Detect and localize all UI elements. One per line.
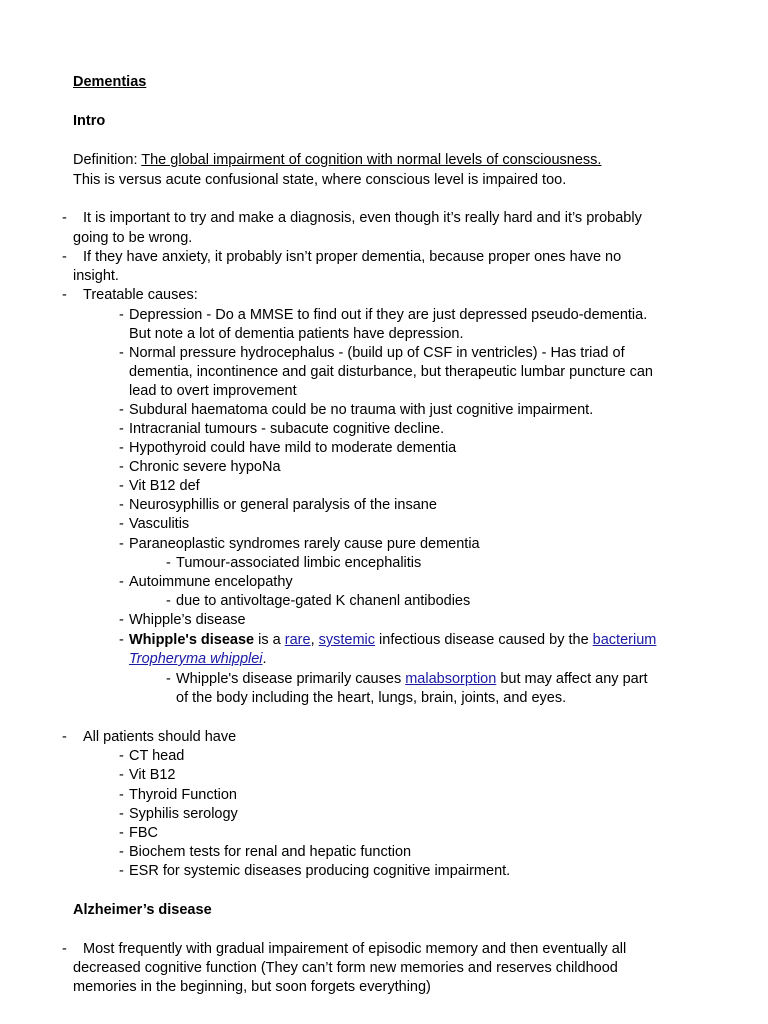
sub-marker: - [119, 345, 124, 361]
test-item: ESR for systemic diseases producing cognitive impairment. [129, 863, 511, 879]
sub-marker: - [119, 574, 124, 590]
cause-b12: Vit B12 def [129, 478, 200, 494]
sub-marker: - [119, 402, 124, 418]
bullet-marker: - [62, 249, 67, 265]
cause-hypothyroid: Hypothyroid could have mild to moderate dementia [129, 440, 457, 456]
cause-tumours: Intracranial tumours - subacute cognitive decline. [129, 421, 445, 437]
intro-heading: Intro [73, 113, 106, 129]
sub-marker: - [166, 671, 171, 687]
link-systemic[interactable]: systemic [318, 632, 376, 648]
bullet-diagnosis-line1: It is important to try and make a diagnosis, even though it’s really hard and it’s probably [83, 210, 642, 226]
alzheimers-line2: decreased cognitive function (They can’t form new memories and reserves childhood [73, 960, 618, 976]
cause-autoimmune: Autoimmune encelopathy [129, 574, 293, 590]
cause-hypona: Chronic severe hypoNa [129, 459, 281, 475]
document-title: Dementias [73, 74, 147, 90]
definition-text: The global impairment of cognition with normal levels of consciousness. [141, 152, 602, 168]
whipple-term: Whipple's disease [129, 632, 255, 648]
test-item: Thyroid Function [129, 787, 237, 803]
cause-neurosyphilis: Neurosyphillis or general paralysis of the insane [129, 497, 437, 513]
sub-marker: - [119, 440, 124, 456]
whipple-definition-line1 [129, 631, 656, 650]
test-item: Syphilis serology [129, 806, 238, 822]
whipple-definition-line2 [129, 650, 267, 669]
cause-subdural: Subdural haematoma could be no trauma with just cognitive impairment. [129, 402, 594, 418]
alzheimers-heading: Alzheimer’s disease [73, 902, 212, 918]
text-fragment: , [310, 632, 319, 648]
whipple-sub-line1 [176, 670, 648, 689]
cause-depression-line2: But note a lot of dementia patients have depression. [129, 326, 464, 342]
sub-marker: - [119, 806, 124, 822]
versus-line: This is versus acute confusional state, where conscious level is impaired too. [73, 172, 567, 188]
text-fragment: . [262, 651, 267, 667]
link-bacterium[interactable]: bacterium [592, 632, 657, 648]
sub-marker: - [119, 767, 124, 783]
sub-marker: - [166, 555, 171, 571]
bullet-marker: - [62, 941, 67, 957]
sub-marker: - [119, 632, 124, 648]
cause-whipple: Whipple’s disease [129, 612, 246, 628]
alzheimers-line3: memories in the beginning, but soon forgets everything) [73, 979, 431, 995]
test-item: CT head [129, 748, 185, 764]
text-fragment: is a [254, 632, 285, 648]
sub-marker: - [119, 863, 124, 879]
sub-marker: - [119, 536, 124, 552]
sub-marker: - [166, 593, 171, 609]
sub-marker: - [119, 844, 124, 860]
bullet-anxiety-line1: If they have anxiety, it probably isn’t proper dementia, because proper ones have no [83, 249, 622, 265]
sub-marker: - [119, 612, 124, 628]
sub-marker: - [119, 421, 124, 437]
bullet-diagnosis-line2: going to be wrong. [73, 230, 193, 246]
whipple-sub-line2: of the body including the heart, lungs, brain, joints, and eyes. [176, 690, 567, 706]
text-fragment: Whipple's disease primarily causes [176, 671, 406, 687]
definition-label: Definition: [73, 152, 142, 168]
test-item: Vit B12 [129, 767, 176, 783]
test-item: Biochem tests for renal and hepatic function [129, 844, 412, 860]
sub-marker: - [119, 825, 124, 841]
definition-line [73, 151, 601, 170]
bullet-marker: - [62, 210, 67, 226]
sub-marker: - [119, 748, 124, 764]
cause-vasculitis: Vasculitis [129, 516, 190, 532]
link-tropheryma-whipplei[interactable]: Tropheryma whipplei [129, 651, 263, 667]
cause-nph-line3: lead to overt improvement [129, 383, 297, 399]
bullet-marker: - [62, 287, 67, 303]
sub-marker: - [119, 307, 124, 323]
sub-marker: - [119, 787, 124, 803]
bullet-marker: - [62, 729, 67, 745]
sub-marker: - [119, 497, 124, 513]
cause-nph-line1: Normal pressure hydrocephalus - (build up of CSF in ventricles) - Has triad of [129, 345, 625, 361]
cause-nph-line2: dementia, incontinence and gait disturbance, but therapeutic lumbar puncture can [129, 364, 653, 380]
cause-autoimmune-sub: due to antivoltage-gated K chanenl antibodies [176, 593, 471, 609]
test-item: FBC [129, 825, 158, 841]
sub-marker: - [119, 459, 124, 475]
bullet-anxiety-line2: insight. [73, 268, 119, 284]
cause-depression-line1: Depression - Do a MMSE to find out if they are just depressed pseudo-dementia. [129, 307, 648, 323]
treatable-causes-heading: Treatable causes: [83, 287, 198, 303]
sub-marker: - [119, 478, 124, 494]
text-fragment: infectious disease caused by the [375, 632, 593, 648]
link-malabsorption[interactable]: malabsorption [405, 671, 497, 687]
all-patients-heading: All patients should have [83, 729, 237, 745]
sub-marker: - [119, 516, 124, 532]
cause-paraneoplastic: Paraneoplastic syndromes rarely cause pure dementia [129, 536, 480, 552]
cause-paraneoplastic-sub: Tumour-associated limbic encephalitis [176, 555, 422, 571]
text-fragment: but may affect any part [496, 671, 648, 687]
alzheimers-line1: Most frequently with gradual impairement of episodic memory and then eventually all [83, 941, 627, 957]
link-rare[interactable]: rare [284, 632, 311, 648]
